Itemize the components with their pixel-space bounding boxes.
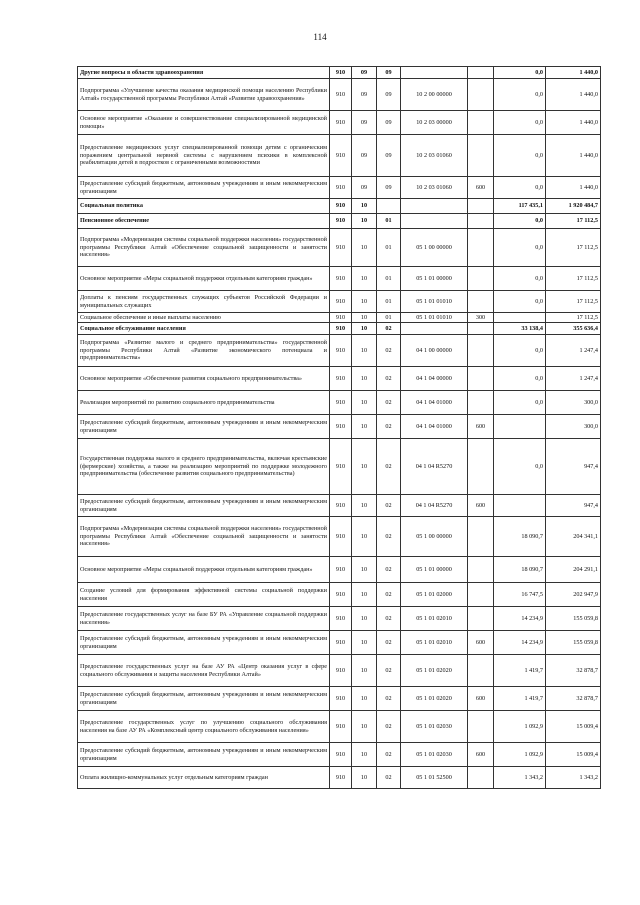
- cell-adm: 910: [330, 79, 352, 111]
- table-row: [78, 711, 601, 743]
- cell-sub: 02: [377, 367, 401, 391]
- cell-v2: 1 440,0: [546, 177, 601, 199]
- cell-sec: 10: [352, 711, 377, 743]
- cell-adm: 910: [330, 687, 352, 711]
- cell-target: 10 2 03 01060: [401, 177, 468, 199]
- cell-v1: 0,0: [494, 79, 546, 111]
- cell-v1: 0,0: [494, 111, 546, 135]
- cell-type: 600: [468, 495, 494, 517]
- cell-adm: 910: [330, 267, 352, 291]
- cell-sec: 10: [352, 631, 377, 655]
- cell-type: [468, 711, 494, 743]
- cell-name: Предоставление государственных услуг по улучшению социального обслуживания населения на базе АУ РА «Комплексный центр социального обслуживания населения»: [78, 711, 330, 743]
- cell-sec: 10: [352, 229, 377, 267]
- cell-adm: 910: [330, 214, 352, 229]
- cell-v1: 14 234,9: [494, 607, 546, 631]
- cell-sub: 09: [377, 135, 401, 177]
- cell-v1: [494, 415, 546, 439]
- cell-name: Предоставление субсидий бюджетным, автономным учреждениям и иным некоммерческим организациям: [78, 687, 330, 711]
- cell-type: 600: [468, 743, 494, 767]
- cell-adm: 910: [330, 367, 352, 391]
- cell-type: [468, 79, 494, 111]
- cell-type: [468, 607, 494, 631]
- cell-v1: 0,0: [494, 229, 546, 267]
- cell-sub: 01: [377, 214, 401, 229]
- cell-sec: 10: [352, 583, 377, 607]
- cell-target: 05 1 01 02030: [401, 743, 468, 767]
- cell-v2: 204 341,1: [546, 517, 601, 557]
- cell-name: Оплата жилищно-коммунальных услуг отдельным категориям граждан: [78, 767, 330, 789]
- cell-v2: 202 947,9: [546, 583, 601, 607]
- table-row: [78, 687, 601, 711]
- cell-target: 05 1 01 00000: [401, 267, 468, 291]
- cell-v1: 1 092,9: [494, 743, 546, 767]
- cell-adm: 910: [330, 495, 352, 517]
- cell-v2: 1 920 484,7: [546, 199, 601, 214]
- cell-v1: [494, 495, 546, 517]
- cell-v2: 15 009,4: [546, 743, 601, 767]
- cell-sub: 02: [377, 391, 401, 415]
- cell-target: 05 1 00 00000: [401, 229, 468, 267]
- cell-v2: 155 059,8: [546, 631, 601, 655]
- cell-v2: 355 636,4: [546, 323, 601, 335]
- cell-target: 04 1 04 01000: [401, 415, 468, 439]
- cell-v2: 17 112,5: [546, 291, 601, 313]
- cell-v2: 1 440,0: [546, 79, 601, 111]
- cell-adm: 910: [330, 415, 352, 439]
- table-row: [78, 229, 601, 267]
- cell-sec: 09: [352, 79, 377, 111]
- cell-v2: 1 247,4: [546, 335, 601, 367]
- cell-sub: 01: [377, 291, 401, 313]
- table-row: [78, 415, 601, 439]
- cell-v1: 1 092,9: [494, 711, 546, 743]
- cell-sub: 02: [377, 439, 401, 495]
- cell-v1: 0,0: [494, 367, 546, 391]
- cell-sub: 09: [377, 177, 401, 199]
- cell-v2: 947,4: [546, 439, 601, 495]
- cell-adm: 910: [330, 135, 352, 177]
- cell-type: 600: [468, 415, 494, 439]
- cell-name: Предоставление субсидий бюджетным, автономным учреждениям и иным некоммерческим организациям: [78, 415, 330, 439]
- cell-target: [401, 67, 468, 79]
- budget-table: [77, 66, 601, 789]
- cell-type: 300: [468, 313, 494, 323]
- cell-name: Предоставление субсидий бюджетным, автономным учреждениям и иным некоммерческим организациям: [78, 743, 330, 767]
- cell-v1: 0,0: [494, 335, 546, 367]
- table-row: [78, 655, 601, 687]
- table-row: [78, 367, 601, 391]
- cell-target: 04 1 04 R5270: [401, 439, 468, 495]
- cell-sub: 09: [377, 67, 401, 79]
- cell-sub: 02: [377, 415, 401, 439]
- cell-v1: 0,0: [494, 267, 546, 291]
- cell-type: [468, 214, 494, 229]
- table-row: [78, 323, 601, 335]
- cell-sec: 10: [352, 323, 377, 335]
- cell-target: 05 1 01 52500: [401, 767, 468, 789]
- cell-sec: 10: [352, 267, 377, 291]
- cell-adm: 910: [330, 711, 352, 743]
- table-row: [78, 631, 601, 655]
- cell-sub: 09: [377, 79, 401, 111]
- cell-name: Основное мероприятие «Обеспечение развития социального предпринимательства»: [78, 367, 330, 391]
- cell-sec: 09: [352, 177, 377, 199]
- cell-v2: 1 440,0: [546, 111, 601, 135]
- cell-sub: 02: [377, 517, 401, 557]
- cell-sub: 02: [377, 323, 401, 335]
- cell-name: Предоставление медицинских услуг специализированной помощи детям с органическим поражением центральной нервной системы с нарушением психики в комплексной реабилитации детей в подростков с ограниченными возможностями: [78, 135, 330, 177]
- cell-sec: 10: [352, 199, 377, 214]
- cell-v1: 1 343,2: [494, 767, 546, 789]
- cell-name: Основное мероприятие «Меры социальной поддержки отдельным категориям граждан»: [78, 557, 330, 583]
- cell-name: Предоставление субсидий бюджетным, автономным учреждениям и иным некоммерческим организациям: [78, 495, 330, 517]
- cell-v2: 947,4: [546, 495, 601, 517]
- cell-v1: 1 419,7: [494, 655, 546, 687]
- cell-target: 05 1 01 02020: [401, 655, 468, 687]
- cell-target: 05 1 01 02000: [401, 583, 468, 607]
- cell-v1: 14 234,9: [494, 631, 546, 655]
- cell-adm: 910: [330, 335, 352, 367]
- cell-adm: 910: [330, 517, 352, 557]
- cell-v2: 155 059,8: [546, 607, 601, 631]
- cell-type: 600: [468, 177, 494, 199]
- cell-adm: 910: [330, 439, 352, 495]
- cell-sub: 02: [377, 495, 401, 517]
- cell-sub: 02: [377, 335, 401, 367]
- table-body: [78, 67, 601, 789]
- cell-v1: 0,0: [494, 214, 546, 229]
- cell-v2: 17 112,5: [546, 229, 601, 267]
- cell-name: Социальное обеспечение и иные выплаты населению: [78, 313, 330, 323]
- cell-adm: 910: [330, 313, 352, 323]
- cell-type: 600: [468, 631, 494, 655]
- page-number: 114: [313, 32, 327, 42]
- cell-sec: 09: [352, 135, 377, 177]
- cell-v1: 1 419,7: [494, 687, 546, 711]
- cell-adm: 910: [330, 631, 352, 655]
- cell-sec: 10: [352, 391, 377, 415]
- cell-name: Социальное обслуживание населения: [78, 323, 330, 335]
- cell-v2: 1 343,2: [546, 767, 601, 789]
- cell-adm: 910: [330, 177, 352, 199]
- cell-sub: 02: [377, 557, 401, 583]
- table-row: [78, 177, 601, 199]
- cell-sec: 10: [352, 767, 377, 789]
- cell-type: [468, 583, 494, 607]
- cell-name: Предоставление субсидий бюджетным, автономным учреждениям и иным некоммерческим организациям: [78, 631, 330, 655]
- cell-v2: 1 247,4: [546, 367, 601, 391]
- cell-name: Подпрограмма «Модернизация системы социальной поддержки населения» государственной программы Республики Алтай «Обеспечение социальной защищенности и занятости населения»: [78, 229, 330, 267]
- cell-name: Другие вопросы в области здравоохранения: [78, 67, 330, 79]
- cell-adm: 910: [330, 323, 352, 335]
- cell-sub: 02: [377, 711, 401, 743]
- table-row: [78, 267, 601, 291]
- cell-target: 05 1 00 00000: [401, 517, 468, 557]
- cell-type: [468, 767, 494, 789]
- cell-v2: 17 112,5: [546, 214, 601, 229]
- cell-target: 05 1 01 01010: [401, 291, 468, 313]
- cell-sec: 10: [352, 517, 377, 557]
- cell-type: [468, 367, 494, 391]
- cell-target: [401, 214, 468, 229]
- cell-sec: 10: [352, 655, 377, 687]
- cell-sub: 02: [377, 631, 401, 655]
- cell-name: Предоставление субсидий бюджетным, автономным учреждениям и иным некоммерческим организациям: [78, 177, 330, 199]
- table-row: [78, 313, 601, 323]
- cell-v1: 18 090,7: [494, 557, 546, 583]
- cell-target: [401, 199, 468, 214]
- cell-v2: 300,0: [546, 415, 601, 439]
- cell-v2: 1 440,0: [546, 67, 601, 79]
- table-row: [78, 517, 601, 557]
- cell-target: 10 2 00 00000: [401, 79, 468, 111]
- cell-sec: 10: [352, 214, 377, 229]
- table-row: [78, 79, 601, 111]
- table-row: [78, 557, 601, 583]
- cell-sec: 10: [352, 335, 377, 367]
- cell-sec: 10: [352, 495, 377, 517]
- cell-adm: 910: [330, 655, 352, 687]
- cell-type: [468, 391, 494, 415]
- cell-target: 05 1 01 01010: [401, 313, 468, 323]
- cell-target: 10 2 03 00000: [401, 111, 468, 135]
- cell-adm: 910: [330, 291, 352, 313]
- cell-v2: 204 291,1: [546, 557, 601, 583]
- cell-type: [468, 557, 494, 583]
- cell-sub: [377, 199, 401, 214]
- cell-sec: 10: [352, 687, 377, 711]
- cell-v2: 15 009,4: [546, 711, 601, 743]
- cell-type: [468, 67, 494, 79]
- cell-target: 04 1 04 00000: [401, 367, 468, 391]
- cell-v1: 0,0: [494, 291, 546, 313]
- cell-name: Предоставление государственных услуг на базе БУ РА «Управление социальной поддержки населения»: [78, 607, 330, 631]
- cell-sub: 02: [377, 655, 401, 687]
- cell-target: 04 1 00 00000: [401, 335, 468, 367]
- cell-name: Подпрограмма «Улучшение качества оказания медицинской помощи населению Республики Алтай» государственной программы Республики Алтай «Развитие здравоохранения»: [78, 79, 330, 111]
- cell-target: 05 1 01 00000: [401, 557, 468, 583]
- table-row: [78, 199, 601, 214]
- table-row: [78, 439, 601, 495]
- cell-type: [468, 135, 494, 177]
- cell-target: 04 1 04 01000: [401, 391, 468, 415]
- cell-v1: 0,0: [494, 135, 546, 177]
- cell-name: Создание условий для формирования эффективной системы социальной поддержки населения: [78, 583, 330, 607]
- cell-sub: 02: [377, 743, 401, 767]
- cell-type: [468, 655, 494, 687]
- cell-name: Предоставление государственных услуг на базе АУ РА «Центр оказания услуг в сфере социального обслуживания и защиты населения Республики Алтай»: [78, 655, 330, 687]
- cell-sub: 02: [377, 687, 401, 711]
- cell-name: Подпрограмма «Модернизация системы социальной поддержки населения» государственной программы Республики Алтай «Обеспечение социальной защищенности и занятости населения»: [78, 517, 330, 557]
- table-row: [78, 495, 601, 517]
- cell-type: [468, 323, 494, 335]
- cell-v1: 16 747,5: [494, 583, 546, 607]
- cell-target: 05 1 01 02020: [401, 687, 468, 711]
- cell-adm: 910: [330, 111, 352, 135]
- cell-type: [468, 229, 494, 267]
- cell-v1: 0,0: [494, 67, 546, 79]
- cell-adm: 910: [330, 199, 352, 214]
- table-row: [78, 214, 601, 229]
- table-row: [78, 135, 601, 177]
- cell-adm: 910: [330, 743, 352, 767]
- cell-sec: 10: [352, 743, 377, 767]
- table-row: [78, 291, 601, 313]
- table-row: [78, 767, 601, 789]
- cell-v1: [494, 313, 546, 323]
- table-row: [78, 335, 601, 367]
- cell-sub: 02: [377, 607, 401, 631]
- cell-v1: 0,0: [494, 439, 546, 495]
- cell-type: 600: [468, 687, 494, 711]
- cell-sec: 09: [352, 111, 377, 135]
- table-row: [78, 111, 601, 135]
- cell-v1: 0,0: [494, 391, 546, 415]
- cell-sec: 10: [352, 557, 377, 583]
- cell-sub: 01: [377, 229, 401, 267]
- cell-sub: 02: [377, 583, 401, 607]
- cell-type: [468, 111, 494, 135]
- cell-v1: 0,0: [494, 177, 546, 199]
- cell-name: Государственная поддержка малого и среднего предпринимательства, включая крестьянские (фермерские) хозяйства, а также на реализацию мероприятий по поддержке молодежного предпринимательства (обеспечение развития социального предпринимательства): [78, 439, 330, 495]
- cell-sec: 10: [352, 439, 377, 495]
- cell-sec: 10: [352, 313, 377, 323]
- table-row: [78, 391, 601, 415]
- cell-sub: 09: [377, 111, 401, 135]
- cell-v2: 17 112,5: [546, 313, 601, 323]
- cell-sec: 10: [352, 415, 377, 439]
- cell-name: Пенсионное обеспечение: [78, 214, 330, 229]
- cell-name: Реализация мероприятий по развитию социального предпринимательства: [78, 391, 330, 415]
- cell-name: Основное мероприятие «Оказание и совершенствование специализированной медицинской помощи»: [78, 111, 330, 135]
- table-row: [78, 583, 601, 607]
- table-row: [78, 607, 601, 631]
- cell-sub: 02: [377, 767, 401, 789]
- cell-adm: 910: [330, 607, 352, 631]
- cell-v1: 117 435,1: [494, 199, 546, 214]
- cell-sec: 09: [352, 67, 377, 79]
- cell-v2: 32 878,7: [546, 655, 601, 687]
- cell-adm: 910: [330, 229, 352, 267]
- cell-type: [468, 199, 494, 214]
- cell-v2: 32 878,7: [546, 687, 601, 711]
- cell-adm: 910: [330, 557, 352, 583]
- cell-type: [468, 291, 494, 313]
- cell-adm: 910: [330, 767, 352, 789]
- cell-adm: 910: [330, 67, 352, 79]
- cell-sub: 01: [377, 267, 401, 291]
- cell-target: 05 1 01 02030: [401, 711, 468, 743]
- table-row: [78, 67, 601, 79]
- cell-v1: 33 138,4: [494, 323, 546, 335]
- cell-v1: 18 090,7: [494, 517, 546, 557]
- cell-v2: 17 112,5: [546, 267, 601, 291]
- cell-sec: 10: [352, 607, 377, 631]
- cell-name: Доплаты к пенсиям государственных служащих субъектов Российской Федерации и муниципальных служащих: [78, 291, 330, 313]
- cell-adm: 910: [330, 391, 352, 415]
- cell-type: [468, 517, 494, 557]
- cell-type: [468, 439, 494, 495]
- cell-sec: 10: [352, 291, 377, 313]
- cell-sec: 10: [352, 367, 377, 391]
- cell-name: Основное мероприятие «Меры социальной поддержки отдельным категориям граждан»: [78, 267, 330, 291]
- cell-adm: 910: [330, 583, 352, 607]
- cell-name: Подпрограмма «Развитие малого и среднего предпринимательства» государственной программы Республики Алтай «Развитие экономического потенциала и предпринимательства»: [78, 335, 330, 367]
- cell-target: 04 1 04 R5270: [401, 495, 468, 517]
- cell-v2: 1 440,0: [546, 135, 601, 177]
- cell-type: [468, 267, 494, 291]
- table-row: [78, 743, 601, 767]
- cell-target: 05 1 01 02010: [401, 607, 468, 631]
- cell-sub: 01: [377, 313, 401, 323]
- cell-type: [468, 335, 494, 367]
- cell-target: 05 1 01 02010: [401, 631, 468, 655]
- cell-v2: 300,0: [546, 391, 601, 415]
- cell-name: Социальная политика: [78, 199, 330, 214]
- cell-target: 10 2 03 01060: [401, 135, 468, 177]
- cell-target: [401, 323, 468, 335]
